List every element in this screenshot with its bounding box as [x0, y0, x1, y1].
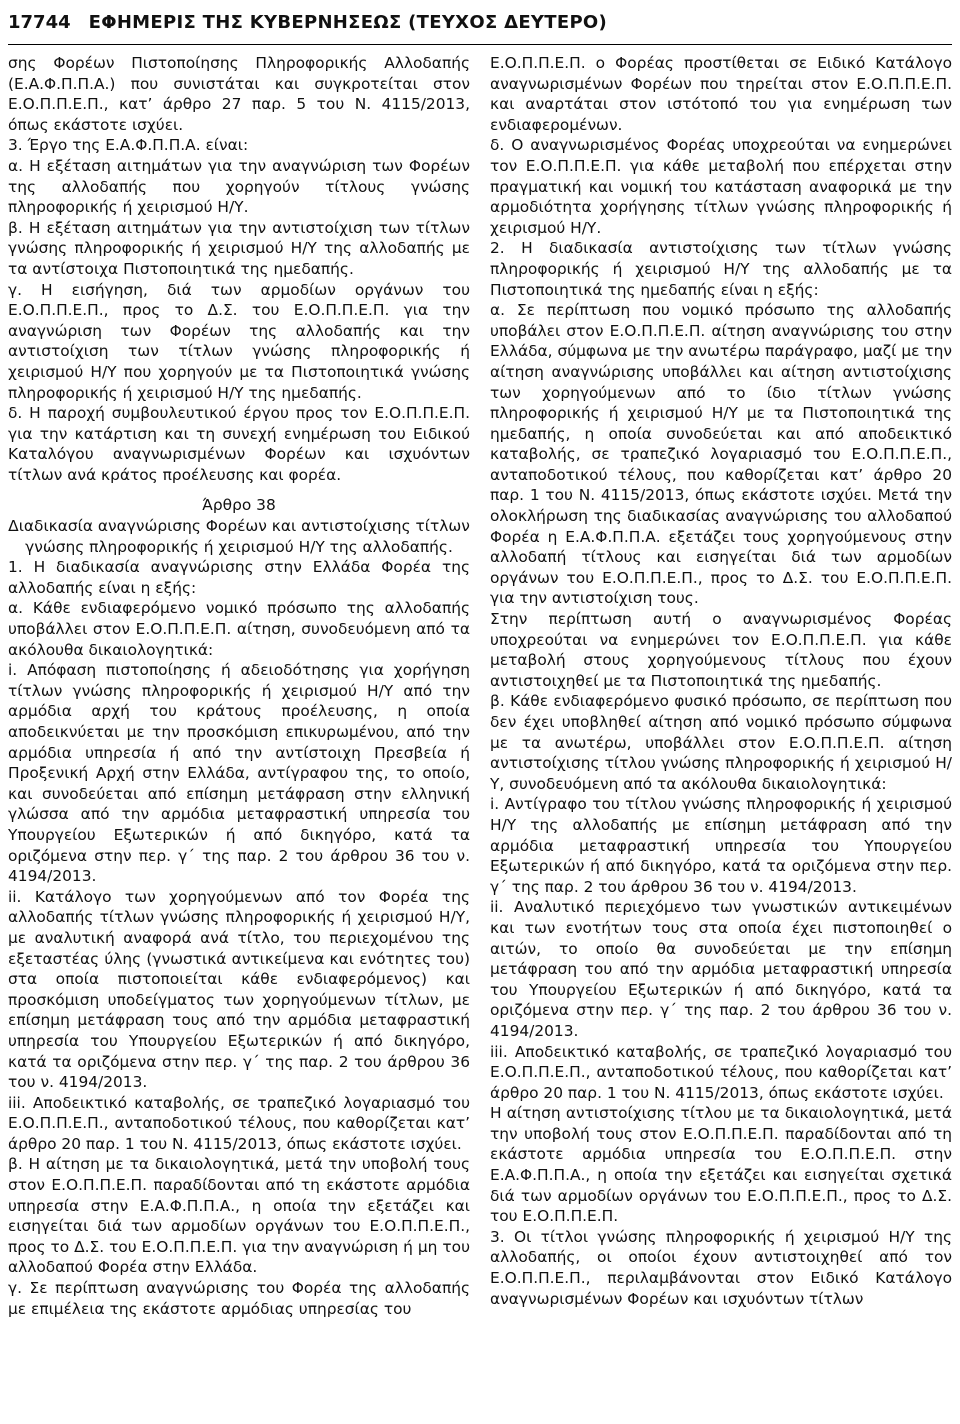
text-columns — [8, 53, 952, 1319]
paragraph: Διαδικασία αναγνώρισης Φορέων και αντιστοίχισης τίτλων γνώσης πληροφορικής ή χειρισμού Η/Υ της αλλοδαπής. — [8, 517, 470, 556]
paragraph: α. Σε περίπτωση που νομικό πρόσωπο της αλλοδαπής υποβάλει στον Ε.Ο.Π.Π.Ε.Π. αίτηση αναγνώρισης του στην Ελλάδα, σύμφωνα με την ανωτέρω παράγραφο, μαζί με την αίτηση αναγνώρισης υποβάλλει και αίτηση αντιστοίχισης των χορηγούμενων από το ίδιο τίτλων γνώσης πληροφορικής ή χειρισμού Η/Υ με τα Πιστοποιητικά της ημεδαπής, η οποία συνοδεύεται και από αποδεικτικό καταβολής, σε τραπεζικό λογαριασμό του Ε.Ο.Π.Π.Ε.Π., ανταποδοτικού τέλους, που καθορίζεται κατ’ άρθρο 20 παρ. 1 του Ν. 4115/2013, όπως εκάστοτε ισχύει. Μετά την ολοκλήρωση της διαδικασίας αναγνώρισης του αλλοδαπού Φορέα η Ε.Α.Φ.Π.Π.Α. εξετάζει τους χορηγούμενους στην αλλοδαπή τίτλους και εισηγείται διά των αρμοδίων οργάνων του Ε.Ο.Π.Π.Ε.Π., προς το Δ.Σ. του Ε.Ο.Π.Π.Ε.Π. για την αντιστοίχιση τους. — [490, 301, 952, 608]
paragraph: α. Η εξέταση αιτημάτων για την αναγνώριση των Φορέων της αλλοδαπής που χορηγούν τίτλους γνώσης πληροφορικής ή χειρισμού Η/Υ. — [8, 156, 470, 217]
paragraph: iii. Αποδεικτικό καταβολής, σε τραπεζικό λογαριασμό του Ε.Ο.Π.Π.Ε.Π., ανταποδοτικού τέλους, που καθορίζεται κατ’ άρθρο 20 παρ. 1 του Ν. 4115/2013, όπως εκάστοτε ισχύει. — [490, 1042, 952, 1102]
paragraph: Στην περίπτωση αυτή ο αναγνωρισμένος Φορέας υποχρεούται να ενημερώνει τον Ε.Ο.Π.Π.Ε.Π. για κάθε μεταβολή στους χορηγούμενους τίτλους που έχουν αντιστοιχηθεί με τα Πιστοποιητικά της ημεδαπής. — [490, 610, 952, 690]
paragraph: δ. Η παροχή συμβουλευτικού έργου προς τον Ε.Ο.Π.Π.Ε.Π. για την κατάρτιση και τη συνεχή ενημέρωση του Ειδικού Καταλόγου αναγνωρισμένων Φορέων και ισχυόντων τίτλων ανά κράτος προέλευσης και φορέα. — [8, 404, 470, 484]
left-column — [8, 53, 470, 1319]
paragraph: δ. Ο αναγνωρισμένος Φορέας υποχρεούται να ενημερώνει τον Ε.Ο.Π.Π.Ε.Π. για κάθε μεταβολή που επέρχεται στην πραγματική και νομική του κατάσταση αναφορικά με την αρμοδιότητα χορήγησης τίτλων γνώσης πληροφορικής ή χειρισμού Η/Υ. — [490, 136, 952, 237]
paragraph: 3. Έργο της Ε.Α.Φ.Π.Π.Α. είναι: — [8, 136, 249, 155]
gazette-title: ΕΦΗΜΕΡΙΣ ΤΗΣ ΚΥΒΕΡΝΗΣΕΩΣ (ΤΕΥΧΟΣ ΔΕΥΤΕΡΟ) — [88, 11, 608, 33]
paragraph: ii. Κατάλογο των χορηγούμενων από τον Φορέα της αλλοδαπής τίτλων γνώσης πληροφορικής ή χειρισμού Η/Υ, με αναλυτική αναφορά ανά τίτλο, του περιεχομένου της εξεταστέας ύλης (γνωστικά αντικείμενα και ενότητες του) στα οποία πιστοποιείται κάθε ενδιαφερόμενος) και προσκόμιση υποδείγματος των χορηγούμενων τίτλων, με επίσημη μετάφραση τους από την αρμόδια μεταφραστική υπηρεσία του Υπουργείου Εξωτερικών ή από δικηγόρο, κατά τα οριζόμενα στην περ. γ΄ της παρ. 2 του άρθρου 36 του ν. 4194/2013. — [8, 887, 470, 1092]
paragraph: α. Κάθε ενδιαφερόμενο νομικό πρόσωπο της αλλοδαπής υποβάλλει στον Ε.Ο.Π.Π.Ε.Π. αίτηση, συνοδευόμενη από τα ακόλουθα δικαιολογητικά: — [8, 599, 470, 659]
paragraph: γ. Σε περίπτωση αναγνώρισης του Φορέα της αλλοδαπής με επιμέλεια της εκάστοτε αρμόδιας υπηρεσίας του — [8, 1279, 470, 1318]
paragraph: β. Η εξέταση αιτημάτων για την αντιστοίχιση των τίτλων γνώσης πληροφορικής ή χειρισμού Η/Υ της αλλοδαπής με τα αντίστοιχα Πιστοποιητικά της ημεδαπής. — [8, 218, 470, 278]
page-header — [8, 0, 952, 45]
paragraph: 1. Η διαδικασία αναγνώρισης στην Ελλάδα Φορέα της αλλοδαπής είναι η εξής: — [8, 558, 470, 597]
paragraph: i. Απόφαση πιστοποίησης ή αδειοδότησης για χορήγηση τίτλων γνώσης πληροφορικής ή χειρισμού Η/Υ από την αρμόδια αρχή του κράτους προέλευσης, η οποία αποδεικνύεται με την προσκόμιση επικυρωμένου, από την αρμόδια υπηρεσία ή από την αντίστοιχη Πρεσβεία ή Προξενική Αρχή στην Ελλάδα, αντίγραφου της, το οποίο, και συνοδεύεται από επίσημη μετάφραση στην ελληνική γλώσσα από την αρμόδια μεταφραστική υπηρεσία του Υπουργείου Εξωτερικών ή από δικηγόρο, κατά τα οριζόμενα στην περ. γ΄ της παρ. 2 του άρθρου 36 του ν. 4194/2013. — [8, 661, 470, 886]
page-number: 17744 — [8, 11, 71, 33]
paragraph: β. Η αίτηση με τα δικαιολογητικά, μετά την υποβολή τους στον Ε.Ο.Π.Π.Ε.Π. παραδίδονται από τη εκάστοτε αρμόδια υπηρεσία στην Ε.Α.Φ.Π.Π.Α., η οποία την εξετάζει και εισηγείται διά των αρμοδίων οργάνων του Ε.Ο.Π.Π.Ε.Π., προς το Δ.Σ. του Ε.Ο.Π.Π.Ε.Π. για την αναγνώριση ή μη του αλλοδαπού Φορέα στην Ελλάδα. — [8, 1155, 470, 1277]
paragraph: i. Αντίγραφο του τίτλου γνώσης πληροφορικής ή χειρισμού Η/Υ της αλλοδαπής με επίσημη μετάφραση από την αρμόδια μεταφραστική υπηρεσία του Υπουργείου Εξωτερικών ή από δικηγόρο, κατά τα οριζόμενα στην περ. γ΄ της παρ. 2 του άρθρου 36 του ν. 4194/2013. — [490, 795, 952, 896]
paragraph: Ε.Ο.Π.Π.Ε.Π. ο Φορέας προστίθεται σε Ειδικό Κατάλογο αναγνωρισμένων Φορέων που τηρείται στον Ε.Ο.Π.Π.Ε.Π. και αναρτάται στον ιστότοπό του για ενημέρωση των ενδιαφερομένων. — [490, 54, 952, 134]
paragraph: γ. Η εισήγηση, διά των αρμοδίων οργάνων του Ε.Ο.Π.Π.Ε.Π., προς το Δ.Σ. του Ε.Ο.Π.Π.Ε.Π. για την αναγνώριση των Φορέων της αλλοδαπής και την αντιστοίχιση των τίτλων γνώσης πληροφορικής ή χειρισμού Η/Υ που χορηγούν με τα Πιστοποιητικά γνώσης πληροφορικής ή χειρισμού Η/Υ της ημεδαπής. — [8, 280, 470, 402]
paragraph: iii. Αποδεικτικό καταβολής, σε τραπεζικό λογαριασμό του Ε.Ο.Π.Π.Ε.Π., ανταποδοτικού τέλους, που καθορίζεται κατ’ άρθρο 20 παρ. 1 του Ν. 4115/2013, όπως εκάστοτε ισχύει. — [8, 1093, 470, 1153]
paragraph: ii. Αναλυτικό περιεχόμενο των γνωστικών αντικειμένων και των ενοτήτων τους στα οποία έχει πιστοποιηθεί ο αιτών, το οποίο θα συνοδεύεται με την επίσημη μετάφραση του από την αρμόδια μεταφραστική υπηρεσία του Υπουργείου Εξωτερικών ή από δικηγόρο, κατά τα οριζόμενα στην περ. γ΄ της παρ. 2 του άρθρου 36 του ν. 4194/2013. — [490, 898, 952, 1040]
paragraph: 2. Η διαδικασία αντιστοίχισης των τίτλων γνώσης πληροφορικής ή χειρισμού Η/Υ της αλλοδαπής με τα Πιστοποιητικά της ημεδαπής είναι η εξής: — [490, 239, 952, 299]
paragraph: 3. Οι τίτλοι γνώσης πληροφορικής ή χειρισμού Η/Υ της αλλοδαπής, οι οποίοι έχουν αντιστοιχηθεί από τον Ε.Ο.Π.Π.Ε.Π., περιλαμβάνονται στον Ειδικό Κατάλογο αναγνωρισμένων Φορέων και ισχυόντων τίτλων — [490, 1227, 952, 1308]
right-column — [490, 53, 952, 1319]
paragraph: σης Φορέων Πιστοποίησης Πληροφορικής Αλλοδαπής (Ε.Α.Φ.Π.Π.Α.) που συνιστάται και συγκροτείται στον Ε.Ο.Π.Π.Ε.Π., κατ’ άρθρο 27 παρ. 5 του Ν. 4115/2013, όπως εκάστοτε ισχύει. — [8, 54, 470, 134]
paragraph: β. Κάθε ενδιαφερόμενο φυσικό πρόσωπο, σε περίπτωση που δεν έχει υποβληθεί αίτηση από νομικό πρόσωπο σύμφωνα με τα ανωτέρω, υποβάλλει στον Ε.Ο.Π.Π.Ε.Π. αίτηση αντιστοίχισης τίτλου γνώσης πληροφορικής ή χειρισμού Η/Υ, συνοδευόμενη από τα ακόλουθα δικαιολογητικά: — [490, 692, 952, 793]
paragraph: Η αίτηση αντιστοίχισης τίτλου με τα δικαιολογητικά, μετά την υποβολή τους στον Ε.Ο.Π.Π.Ε.Π. παραδίδονται από τη εκάστοτε αρμόδια υπηρεσία του Ε.Ο.Π.Π.Ε.Π. στην Ε.Α.Φ.Π.Π.Α., η οποία την εξετάζει και εισηγείται σχετικά διά των αρμοδίων οργάνων του Ε.Ο.Π.Π.Ε.Π., προς το Δ.Σ. του Ε.Ο.Π.Π.Ε.Π. — [490, 1104, 952, 1226]
paragraph: Άρθρο 38 — [202, 496, 276, 515]
